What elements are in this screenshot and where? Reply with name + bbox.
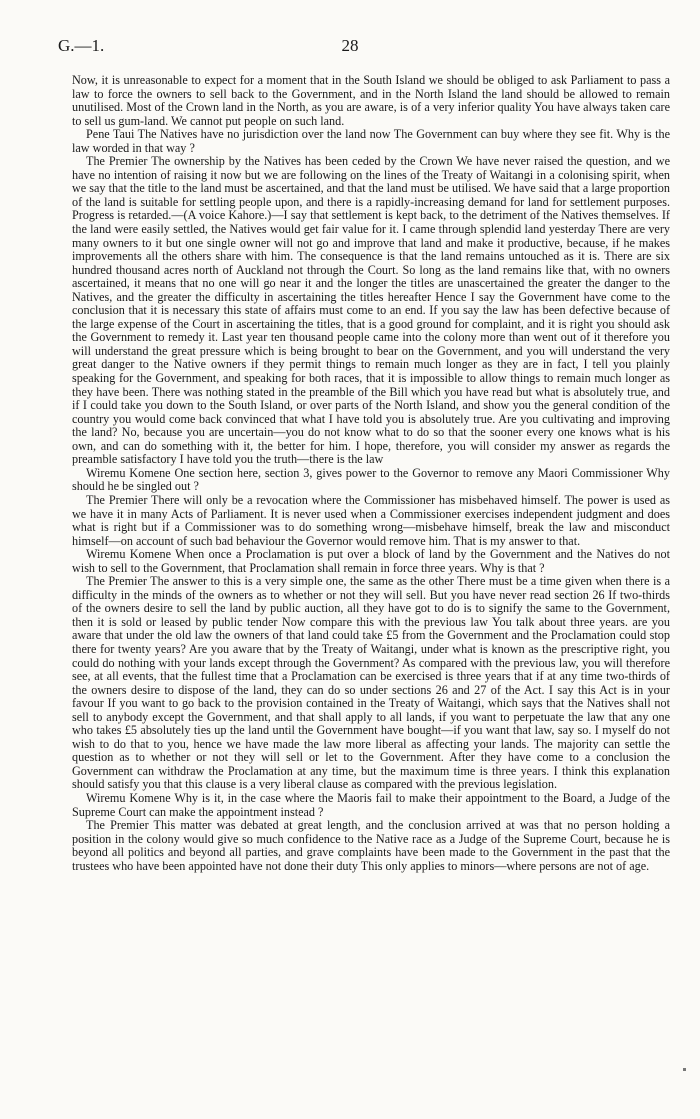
paragraph-pene-taui: Pene Taui The Natives have no jurisdiction over the land now The Government can buy where they see fit. Why is the law worded in that way ? (72, 127, 670, 155)
paragraph-premier-reply-3: The Premier The answer to this is a very simple one, the same as the other There must be a time given when there is a difficulty in the minds of the owners as to whether or not they will sell. But you have never read section 26 If two-thirds of the owners desire to sell the land by public auction, all they have got to do is to signify the same to the Government, then it is sold or leased by public tender Now compare this with the previous law You talk about three years. are you aware that under the old law the owners of that land could take £5 from the Government and the Proclamation could stop there for twenty years? Are you aware that by the Treaty of Waitangi, under what is known as the prescriptive right, you could do nothing with your lands except through the Government? As compared with the previous law, you will therefore see, at all events, that the fullest time that a Proclamation can be exercised is three years that if at any time two-thirds of the owners desire to dispose of the land, they can do so under sections 26 and 27 of the Act. I say this Act is in your favour If you want to go back to the provision contained in the Treaty of Waitangi, which says that the Natives shall not sell to anybody except the Government, and that shall apply to all lands, if you want to perpetuate the law that any one who takes £5 absolutely ties up the land until the Government have bought—if you want that law, say so. I myself do not wish to do that to you, hence we have made the law more liberal as affecting your lands. The majority can settle the question as to whether or not they will sell or let to the Government. After they have come to a conclusion the Government can withdraw the Proclamation at any time, but the maximum time is three years. I think this explanation should satisfy you that this clause is a very liberal clause as compared with the previous legislation. (72, 574, 670, 792)
paragraph-premier-reply-2: The Premier There will only be a revocation where the Commissioner has misbehaved himself. The power is used as we have it in many Acts of Parliament. It is never used when a Commissioner exercises independent judgment and does what is right but if a Commissioner was to do something wrong—misbehave himself, break the law and misconduct himself—on account of such bad behaviour the Governor would remove him. That is my answer to that. (72, 492, 670, 548)
page-number: 28 (341, 36, 359, 55)
paragraph-continuation: Now, it is unreasonable to expect for a moment that in the South Island we should be obliged to ask Parliament to pass a law to force the owners to sell back to the Government, and in the North Island the land should be allowed to remain unutilised. Most of the Crown land in the North, as you are aware, is of a very inferior quality You have always taken care to sell us gum-land. We cannot put people on such land. (72, 73, 670, 128)
paragraph-wiremu-komene-1: Wiremu Komene One section here, section 3, gives power to the Governor to remove any Maori Commissioner Why should he be singled out ? (72, 465, 670, 494)
document-reference: G.—1. (58, 36, 105, 55)
scan-speck (683, 1068, 686, 1071)
paragraph-premier-reply-1: The Premier The ownership by the Natives has been ceded by the Crown We have never raised the question, and we have no intention of raising it now but we are following on the lines of the Treaty of Waitangi in a colonising spirit, when we say that the title to the land must be ascertained, and that the land must be utilised. We have said that a large proportion of the land is suitable for settling people upon, and there is a rapidly-increasing demand for land for settlement purposes. Progress is retarded.—(A voice Kahore.)—I say that settlement is kept back, to the detriment of the Natives themselves. If the land were easily settled, the Natives would get fair value for it. I came through splendid land yesterday There are very many owners to it but one single owner will not go and improve that land and make it productive, because, if he makes improvements all the others share with him. The consequence is that the land remains untouched as it is. There are six hundred thousand acres north of Auckland not through the Court. So long as the land remains like that, with no owners ascertained, it means that no one will go near it and the longer the titles are unascertained the greater the danger to the Natives, and the greater the difficulty in ascertaining the titles hereafter Hence I say the Government have come to the conclusion that it is necessary this state of affairs must come to an end. If you say the law has been defective because of the large expense of the Court in ascertaining the titles, that is a good ground for complaint, and it is right you should ask the Government to remedy it. Last year ten thousand people came into the colony more than went out of it therefore you will understand the great pressure which is being brought to bear on the Government, and you will understand the very great danger to the Native owners if they permit things to remain much longer as they are in fact, I tell you plainly speaking for the Government, and speaking for both races, that it is impossible to allow things to remain much longer as they have been. There was nothing stated in the preamble of the Bill which you have read but what is absolutely true, and if I could take you down to the South Island, or over parts of the North Island, and show you the general condition of the country you would come back convinced that what I have told you is absolutely true. Are you cultivating and improving the land? No, because you are uncertain—you do not know what to do so that the sooner every one knows what is his own, and can do something with it, the better for him. I hope, therefore, you will consider my answer as regards the preamble satisfactory I have told you the truth—there is the law (72, 154, 670, 467)
paragraph-wiremu-komene-3: Wiremu Komene Why is it, in the case where the Maoris fail to make their appointment to the Board, a Judge of the Supreme Court can make the appointment instead ? (72, 790, 670, 819)
paragraph-premier-reply-4: The Premier This matter was debated at great length, and the conclusion arrived at was that no person holding a position in the colony would give so much confidence to the Native race as a Judge of the Supreme Court, because he is beyond all politics and beyond all parties, and grave complaints have been made to the Government in the past that the trustees who have been appointed have not done their duty This only applies to minors—where persons are not of age. (72, 818, 670, 873)
paragraph-wiremu-komene-2: Wiremu Komene When once a Proclamation is put over a block of land by the Government and the Natives do not wish to sell to the Government, that Proclamation shall remain in force three years. Why is that ? (72, 547, 670, 575)
body-text (72, 74, 670, 873)
